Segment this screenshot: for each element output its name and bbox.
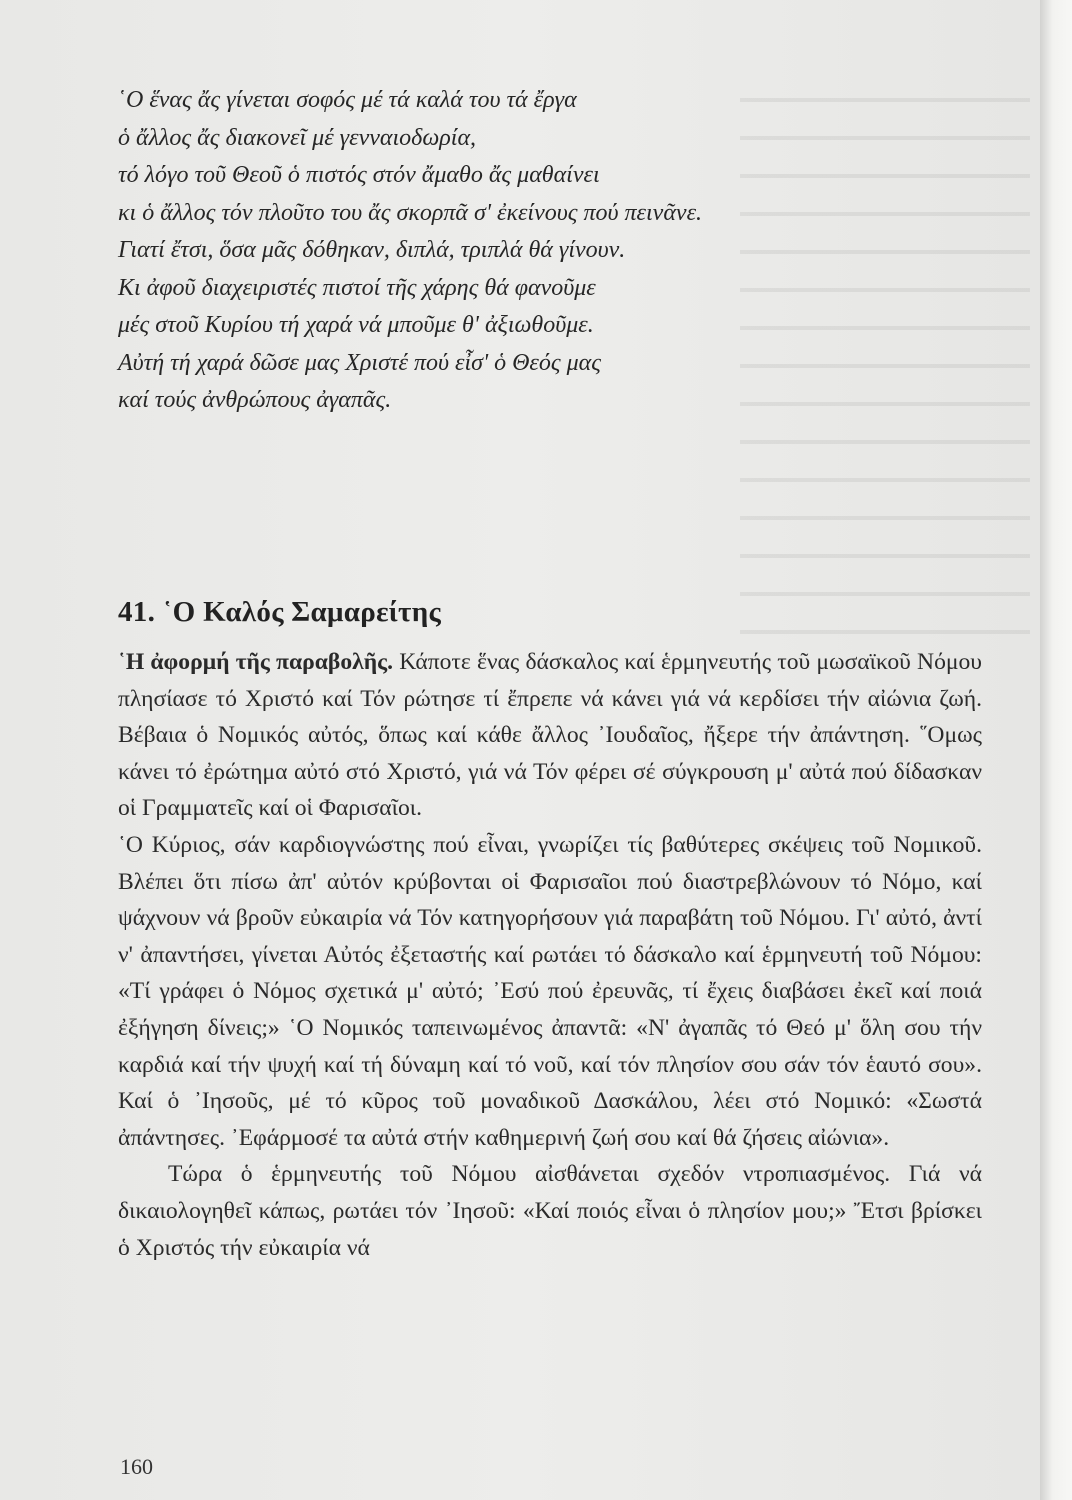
poem-line: ὁ ἄλλος ἄς διακονεῖ μέ γενναιοδωρία, [118, 124, 477, 151]
body-text [118, 644, 982, 1266]
poem-line: τό λόγο τοῦ Θεοῦ ὁ πιστός στόν ἄμαθο ἄς μαθαίνει [118, 162, 600, 188]
poem-line: μές στοῦ Κυρίου τή χαρά νά μποῦμε θ' ἀξιωθοῦμε. [118, 312, 594, 338]
poem [118, 82, 758, 420]
section-title: 41. ῾Ο Καλός Σαμαρείτης [118, 596, 442, 628]
page-number: 160 [120, 1454, 153, 1479]
poem-line: καί τούς ἀνθρώπους ἀγαπᾶς. [118, 387, 392, 413]
poem-line: Κι ἀφοῦ διαχειριστές πιστοί τῆς χάρης θά φανοῦμε [118, 274, 596, 301]
poem-line: κι ὁ ἄλλος τόν πλοῦτο του ἄς σκορπᾶ σ' ἐκείνους πού πεινᾶνε. [118, 199, 703, 226]
poem-line: Αὐτή τή χαρά δῶσε μας Χριστέ πού εἶσ' ὁ Θεός μας [118, 349, 601, 376]
bleed-through-text [740, 80, 1030, 640]
paragraph-text: Κάποτε ἕνας δάσκαλος καί ἑρμηνευτής τοῦ μωσαϊκοῦ Νόμου πλησίασε τό Χριστό καί Τόν ρώτησε τί ἔπρεπε νά κάνει γιά νά κερδίσει τήν αἰώνια ζωή. Βέβαια ὁ Νομικός αὐτός, ὅπως καί κάθε ἄλλος ᾿Ιουδαῖος, ἤξερε τήν ἀπάντηση. ῞Ομως κάνει τό ἐρώτημα αὐτό στό Χριστό, γιά νά Τόν φέρει σέ σύγκρουση μ' αὐτά πού δίδασκαν οἱ Γραμματεῖς καί οἱ Φαρισαῖοι. [118, 649, 982, 822]
paragraph-lead: ῾Η ἀφορμή τῆς παραβολῆς. [118, 649, 394, 675]
poem-line: ῾Ο ἕνας ἄς γίνεται σοφός μέ τά καλά του τά ἔργα [118, 87, 577, 113]
paragraph-2: ῾Ο Κύριος, σάν καρδιογνώστης πού εἶναι, γνωρίζει τίς βαθύτερες σκέψεις τοῦ Νομικοῦ. Βλέπει ὅτι πίσω ἀπ' αὐτόν κρύβονται οἱ Φαρισαῖοι πού διαστρεβλώνουν τό Νόμο, καί ψάχνουν νά βροῦν εὐκαιρία νά Τόν κατηγορήσουν γιά παραβάτη τοῦ Νόμου. Γι' αὐτό, ἀντί ν' ἀπαντήσει, γίνεται Αὐτός ἐξεταστής καί ρωτάει τό δάσκαλο καί ἑρμηνευτή τοῦ Νόμου: «Τί γράφει ὁ Νόμος σχετικά μ' αὐτό; ᾿Εσύ πού ἐρευνᾶς, τί ἔχεις διαβάσει ἐκεῖ καί ποιά ἐξήγηση δίνεις;» ῾Ο Νομικός ταπεινωμένος ἀπαντᾶ: «Ν' ἀγαπᾶς τό Θεό μ' ὅλη σου τήν καρδιά καί τήν ψυχή καί τή δύναμη καί τό νοῦ, καί τόν πλησίον σου σάν τόν ἑαυτό σου». Καί ὁ ᾿Ιησοῦς, μέ τό κῦρος τοῦ μοναδικοῦ Δασκάλου, λέει στό Νομικό: «Σωστά ἀπάντησες. ᾿Εφάρμοσέ τα αὐτά στήν καθημερινή ζωή σου καί θά ζήσεις αἰώνια». [118, 831, 982, 1151]
paragraph-3: Τώρα ὁ ἑρμηνευτής τοῦ Νόμου αἰσθάνεται σχεδόν ντροπιασμένος. Γιά νά δικαιολογηθεῖ κάπως, ρωτάει τόν ᾿Ιησοῦ: «Καί ποιός εἶναι ὁ πλησίον μου;» Ἔτσι βρίσκει ὁ Χριστός τήν εὐκαιρία νά [118, 1161, 982, 1261]
poem-line: Γιατί ἔτσι, ὅσα μᾶς δόθηκαν, διπλά, τριπλά θά γίνουν. [118, 237, 626, 263]
paragraph-1 [118, 644, 982, 827]
page-edge [1040, 0, 1072, 1500]
